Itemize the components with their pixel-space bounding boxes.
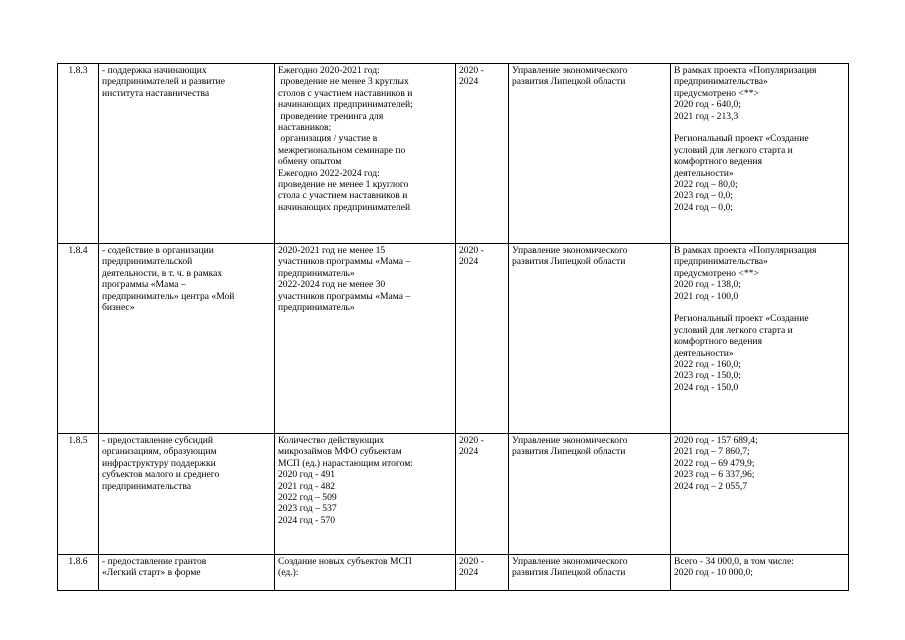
indicator-cell-line: организация / участие в: [278, 133, 378, 145]
activity-cell-line: инфраструктуру поддержки: [102, 457, 216, 469]
activity-cell: [99, 434, 275, 555]
indicator-cell-line: межрегиональном семинаре по: [278, 144, 406, 156]
activity-cell-line: «Легкий старт» в форме: [102, 567, 201, 579]
indicator-cell-line: Ежегодно 2020-2021 год:: [278, 65, 380, 76]
indicator-cell: [275, 555, 456, 591]
activity-cell: [99, 64, 275, 244]
row-number: [58, 244, 99, 434]
funding-cell-line: Региональный проект «Создание: [674, 313, 809, 325]
executor-cell-line: развития Липецкой области: [512, 567, 626, 579]
executor-cell: [509, 64, 671, 244]
funding-cell-line: Всего - 34 000,0, в том числе:: [674, 556, 794, 567]
activity-cell-line: - предоставление грантов: [102, 556, 207, 567]
executor-cell: [509, 434, 671, 555]
indicator-cell-line: (ед.):: [278, 567, 299, 579]
activity-cell-line: организациям, образующим: [102, 446, 217, 458]
indicator-cell-line: 2021 год - 482: [278, 480, 336, 492]
funding-cell-line: предпринимательства»: [674, 76, 768, 88]
indicator-cell-line: стола с участием наставников и: [278, 190, 408, 202]
executor-cell-line: Управление экономического: [512, 435, 628, 446]
funding-cell-line: условий для легкого старта и: [674, 144, 793, 156]
period-cell-line: 2024: [459, 76, 479, 88]
measures-table-body: [58, 64, 849, 591]
activity-cell-line: деятельности, в т. ч. в рамках: [102, 267, 223, 279]
executor-cell-line: развития Липецкой области: [512, 446, 626, 458]
indicator-cell-line: 2022-2024 год не менее 30: [278, 279, 386, 291]
period-cell-line: 2020 -: [459, 556, 484, 567]
activity-cell: [99, 244, 275, 434]
funding-cell-line: 2020 год - 640,0;: [674, 99, 741, 111]
period-cell-line: 2024: [459, 567, 479, 579]
activity-cell-line: предпринимателей и развитие: [102, 76, 225, 88]
indicator-cell-line: участников программы «Мама –: [278, 290, 411, 302]
activity-cell-line: предпринимательства: [102, 480, 192, 492]
indicator-cell-line: 2020-2021 год не менее 15: [278, 245, 386, 256]
indicator-cell-line: проведение тренинга для: [278, 110, 384, 122]
indicator-cell-line: участников программы «Мама –: [278, 256, 411, 268]
period-cell-line: 2020 -: [459, 245, 484, 256]
row-number: [58, 434, 99, 555]
funding-cell-line: 2020 год - 157 689,4;: [674, 435, 758, 446]
row-number: [58, 555, 99, 591]
indicator-cell-line: 2024 год - 570: [278, 514, 336, 526]
activity-cell: [99, 555, 275, 591]
funding-cell-line: предусмотрено <**>: [674, 87, 759, 99]
activity-cell-line: - поддержка начинающих: [102, 65, 207, 76]
table-row: [58, 555, 849, 591]
executor-cell-line: развития Липецкой области: [512, 76, 626, 88]
indicator-cell-line: предприниматель»: [278, 302, 355, 314]
funding-cell-line: 2022 год - 160,0;: [674, 359, 741, 371]
measures-table: [57, 63, 849, 591]
period-cell-line: 2024: [459, 446, 479, 458]
funding-cell-line: 2024 год – 0,0;: [674, 201, 733, 213]
row-number-text: 1.8.3: [68, 65, 88, 76]
funding-cell-line: деятельности»: [674, 167, 734, 179]
indicator-cell-line: начинающих предпринимателей: [278, 201, 411, 213]
activity-cell-line: - содействие в организации: [102, 245, 214, 256]
row-number-text: 1.8.4: [68, 245, 88, 256]
period-cell: [456, 434, 509, 555]
funding-cell: [671, 64, 849, 244]
funding-cell-line: 2022 год – 69 479,9;: [674, 457, 755, 469]
indicator-cell: [275, 64, 456, 244]
funding-cell-line: комфортного ведения: [674, 156, 762, 168]
indicator-cell-line: МСП (ед.) нарастающим итогом:: [278, 457, 413, 469]
funding-cell: [671, 434, 849, 555]
executor-cell: [509, 244, 671, 434]
funding-cell-line: комфортного ведения: [674, 336, 762, 348]
funding-cell: [671, 244, 849, 434]
funding-cell-line: 2022 год – 80,0;: [674, 179, 738, 191]
paragraph-gap: [674, 302, 845, 313]
table-row: [58, 244, 849, 434]
funding-cell-line: 2024 год - 150,0: [674, 381, 739, 393]
table-row: [58, 434, 849, 555]
indicator-cell-line: наставников;: [278, 122, 332, 134]
activity-cell-line: программы «Мама –: [102, 279, 186, 291]
row-number: [58, 64, 99, 244]
funding-cell-line: 2021 год - 100,0: [674, 290, 739, 302]
activity-cell-line: бизнес»: [102, 302, 135, 314]
funding-cell-line: деятельности»: [674, 347, 734, 359]
funding-cell-line: предпринимательства»: [674, 256, 768, 268]
indicator-cell-line: проведение не менее 3 круглых: [278, 76, 409, 88]
period-cell: [456, 64, 509, 244]
executor-cell-line: Управление экономического: [512, 65, 628, 76]
funding-cell-line: 2021 год - 213,3: [674, 110, 739, 122]
executor-cell-line: Управление экономического: [512, 556, 628, 567]
indicator-cell-line: Количество действующих: [278, 435, 385, 446]
funding-cell-line: 2020 год - 138,0;: [674, 279, 741, 291]
paragraph-gap: [674, 122, 845, 133]
activity-cell-line: субъектов малого и среднего: [102, 469, 220, 481]
funding-cell-line: 2021 год – 7 860,7;: [674, 446, 750, 458]
funding-cell-line: В рамках проекта «Популяризация: [674, 245, 817, 256]
table-row: [58, 64, 849, 244]
indicator-cell-line: 2022 год – 509: [278, 492, 337, 504]
funding-cell-line: 2023 год – 0,0;: [674, 190, 733, 202]
activity-cell-line: предпринимательской: [102, 256, 193, 268]
activity-cell-line: предприниматель» центра «Мой: [102, 290, 235, 302]
period-cell-line: 2020 -: [459, 65, 484, 76]
indicator-cell-line: 2023 год – 537: [278, 503, 337, 515]
indicator-cell: [275, 434, 456, 555]
funding-cell-line: предусмотрено <**>: [674, 267, 759, 279]
indicator-cell-line: столов с участием наставников и: [278, 87, 413, 99]
indicator-cell-line: начинающих предпринимателей;: [278, 99, 413, 111]
executor-cell-line: развития Липецкой области: [512, 256, 626, 268]
executor-cell: [509, 555, 671, 591]
indicator-cell-line: микрозаймов МФО субъектам: [278, 446, 402, 458]
activity-cell-line: - предоставление субсидий: [102, 435, 213, 446]
executor-cell-line: Управление экономического: [512, 245, 628, 256]
funding-cell-line: Региональный проект «Создание: [674, 133, 809, 145]
period-cell-line: 2024: [459, 256, 479, 268]
funding-cell-line: 2023 год - 150,0;: [674, 370, 741, 382]
row-number-text: 1.8.6: [68, 556, 88, 567]
indicator-cell-line: Ежегодно 2022-2024 год:: [278, 167, 380, 179]
row-number-text: 1.8.5: [68, 435, 88, 446]
indicator-cell-line: 2020 год - 491: [278, 469, 336, 481]
indicator-cell-line: предприниматель»: [278, 267, 355, 279]
funding-cell-line: 2024 год – 2 055,7: [674, 480, 748, 492]
indicator-cell-line: проведение не менее 1 круглого: [278, 179, 409, 191]
indicator-cell-line: обмену опытом: [278, 156, 342, 168]
activity-cell-line: института наставничества: [102, 87, 210, 99]
funding-cell-line: условий для легкого старта и: [674, 324, 793, 336]
funding-cell-line: В рамках проекта «Популяризация: [674, 65, 817, 76]
funding-cell: [671, 555, 849, 591]
funding-cell-line: 2020 год - 10 000,0;: [674, 567, 753, 579]
period-cell: [456, 244, 509, 434]
period-cell: [456, 555, 509, 591]
period-cell-line: 2020 -: [459, 435, 484, 446]
indicator-cell: [275, 244, 456, 434]
funding-cell-line: 2023 год – 6 337,96;: [674, 469, 755, 481]
indicator-cell-line: Создание новых субъектов МСП: [278, 556, 412, 567]
